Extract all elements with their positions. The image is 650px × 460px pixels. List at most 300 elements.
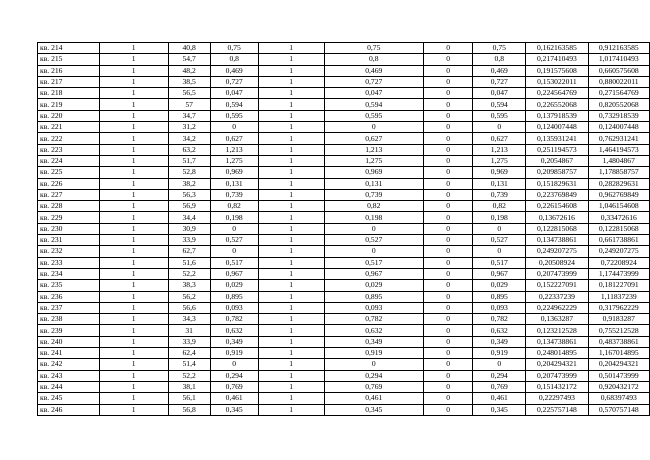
table-row [38,370,650,381]
table-cell: 0 [423,189,473,200]
table-cell: 0,249207275 [526,246,588,257]
table-cell: 52,2 [168,268,210,279]
table-cell: 0 [210,122,258,133]
table-cell: 34,4 [168,212,210,223]
table-row [38,246,650,257]
table-cell: 0,967 [473,268,526,279]
table-cell: 0 [423,223,473,234]
table-cell: 1 [258,291,324,302]
table-cell: 0,501473999 [588,370,649,381]
table-cell: 1,167014895 [588,348,649,359]
table-cell: 40,8 [168,43,210,54]
table-cell: 1 [99,178,168,189]
apartment-label-cell: кв. 240 [38,336,100,347]
table-cell: 1,213 [210,144,258,155]
table-cell: 0,198 [324,212,423,223]
table-row [38,155,650,166]
table-cell: 1 [258,268,324,279]
table-cell: 0,75 [210,43,258,54]
table-cell: 1 [99,133,168,144]
table-cell: 0,75 [324,43,423,54]
apartment-label-cell: кв. 242 [38,359,100,370]
table-cell: 0,124007448 [588,122,649,133]
apartment-label-cell: кв. 230 [38,223,100,234]
table-cell: 0 [210,246,258,257]
table-cell: 1 [99,381,168,392]
table-cell: 1 [99,336,168,347]
table-row [38,201,650,212]
table-cell: 56,9 [168,201,210,212]
table-cell: 0,75 [473,43,526,54]
table-cell: 1 [258,314,324,325]
table-cell: 0 [423,110,473,121]
table-cell: 0,632 [324,325,423,336]
table-cell: 0 [423,201,473,212]
table-cell: 0,595 [324,110,423,121]
table-cell: 0,820552068 [588,99,649,110]
apartment-label-cell: кв. 226 [38,178,100,189]
table-row [38,359,650,370]
table-cell: 1 [99,257,168,268]
table-cell: 0,72208924 [588,257,649,268]
table-cell: 1 [99,223,168,234]
table-cell: 0,33472616 [588,212,649,223]
table-cell: 0,967 [210,268,258,279]
table-cell: 0,131 [473,178,526,189]
table-cell: 56,6 [168,302,210,313]
table-cell: 0,198 [210,212,258,223]
table-cell: 0,469 [324,65,423,76]
table-cell: 0 [423,65,473,76]
apartment-label-cell: кв. 238 [38,314,100,325]
table-row [38,88,650,99]
table-cell: 0,181227091 [588,280,649,291]
table-cell: 0,223769849 [526,189,588,200]
table-row [38,144,650,155]
table-row [38,43,650,54]
apartment-label-cell: кв. 223 [38,144,100,155]
table-cell: 0 [423,155,473,166]
table-cell: 1 [99,404,168,415]
table-cell: 0,517 [324,257,423,268]
table-cell: 34,7 [168,110,210,121]
table-cell: 0,570757148 [588,404,649,415]
table-cell: 0 [210,359,258,370]
table-cell: 0,727 [324,76,423,87]
table-cell: 0,249207275 [588,246,649,257]
table-cell: 0,029 [210,280,258,291]
table-cell: 0 [423,246,473,257]
table-cell: 1 [258,167,324,178]
table-cell: 0,134738861 [526,235,588,246]
table-cell: 0,207473999 [526,370,588,381]
table-cell: 0,345 [473,404,526,415]
table-cell: 1 [258,381,324,392]
table-cell: 38,2 [168,178,210,189]
table-cell: 0,739 [473,189,526,200]
table-row [38,189,650,200]
table-cell: 0,782 [210,314,258,325]
table-cell: 0,527 [210,235,258,246]
table-cell: 0,093 [324,302,423,313]
table-cell: 0,727 [473,76,526,87]
table-cell: 56,8 [168,404,210,415]
table-cell: 31,2 [168,122,210,133]
table-cell: 51,6 [168,257,210,268]
table-cell: 1 [258,212,324,223]
table-cell: 0,732918539 [588,110,649,121]
table-cell: 1 [258,201,324,212]
apartment-label-cell: кв. 231 [38,235,100,246]
table-cell: 1 [99,88,168,99]
table-cell: 0 [423,144,473,155]
table-cell: 1 [258,54,324,65]
table-cell: 1 [258,133,324,144]
table-cell: 0,191575608 [526,65,588,76]
table-cell: 0,124007448 [526,122,588,133]
table-cell: 0,895 [324,291,423,302]
table-cell: 0,226154608 [526,201,588,212]
table-cell: 1 [258,359,324,370]
table-cell: 1 [99,359,168,370]
table-cell: 0,461 [324,393,423,404]
table-cell: 0,8 [473,54,526,65]
table-cell: 0,82 [324,201,423,212]
table-cell: 1 [99,212,168,223]
table-cell: 1,213 [473,144,526,155]
table-cell: 0,769 [210,381,258,392]
table-cell: 0,1363287 [526,314,588,325]
table-cell: 0,627 [210,133,258,144]
table-cell: 0,226552068 [526,99,588,110]
table-cell: 51,7 [168,155,210,166]
table-cell: 1 [258,76,324,87]
table-cell: 0,029 [473,280,526,291]
table-cell: 0,224962229 [526,302,588,313]
table-cell: 1,4804867 [588,155,649,166]
table-cell: 34,2 [168,133,210,144]
table-cell: 0,920432172 [588,381,649,392]
table-cell: 0,151829631 [526,178,588,189]
apartment-label-cell: кв. 214 [38,43,100,54]
table-row [38,302,650,313]
apartment-label-cell: кв. 215 [38,54,100,65]
table-cell: 48,2 [168,65,210,76]
table-cell: 38,5 [168,76,210,87]
table-cell: 0,8 [324,54,423,65]
table-cell: 1 [258,336,324,347]
table-cell: 1 [99,314,168,325]
table-cell: 0 [423,325,473,336]
apartment-label-cell: кв. 233 [38,257,100,268]
table-cell: 0,739 [210,189,258,200]
table-cell: 1 [258,144,324,155]
apartment-label-cell: кв. 243 [38,370,100,381]
table-cell: 0 [423,178,473,189]
table-cell: 0 [423,336,473,347]
table-row [38,325,650,336]
table-cell: 56,1 [168,393,210,404]
apartment-label-cell: кв. 227 [38,189,100,200]
table-cell: 0,204294321 [588,359,649,370]
table-cell: 0 [423,133,473,144]
table-cell: 0,251194573 [526,144,588,155]
table-cell: 0,517 [210,257,258,268]
table-cell: 0,349 [473,336,526,347]
table-cell: 0,527 [473,235,526,246]
table-cell: 0,595 [210,110,258,121]
table-cell: 0,661738861 [588,235,649,246]
table-cell: 0 [423,280,473,291]
table-cell: 52,8 [168,167,210,178]
table-cell: 0,122815068 [588,223,649,234]
table-cell: 0,594 [324,99,423,110]
table-cell: 0,153022011 [526,76,588,87]
table-cell: 0,762931241 [588,133,649,144]
table-cell: 0,82 [473,201,526,212]
table-cell: 1 [258,325,324,336]
table-cell: 34,3 [168,314,210,325]
table-cell: 57 [168,99,210,110]
table-cell: 0,151432172 [526,381,588,392]
table-cell: 0,627 [473,133,526,144]
table-cell: 0,517 [473,257,526,268]
table-row [38,54,650,65]
table-cell: 0 [423,235,473,246]
apartment-label-cell: кв. 234 [38,268,100,279]
table-cell: 0,9183287 [588,314,649,325]
apartment-label-cell: кв. 221 [38,122,100,133]
table-cell: 1 [99,110,168,121]
table-cell: 0,461 [210,393,258,404]
table-row [38,268,650,279]
table-row [38,65,650,76]
table-row [38,257,650,268]
apartment-label-cell: кв. 225 [38,167,100,178]
table-cell: 0,135931241 [526,133,588,144]
apartment-label-cell: кв. 229 [38,212,100,223]
table-cell: 0,123212528 [526,325,588,336]
table-cell: 0,198 [473,212,526,223]
apartment-data-table [37,42,650,416]
table-cell: 0 [423,404,473,415]
table-cell: 1 [99,246,168,257]
table-cell: 0 [473,223,526,234]
table-cell: 38,1 [168,381,210,392]
table-cell: 1 [258,370,324,381]
table-cell: 33,9 [168,235,210,246]
table-cell: 1,464194573 [588,144,649,155]
table-cell: 0,294 [210,370,258,381]
table-cell: 1 [258,99,324,110]
table-cell: 0 [324,223,423,234]
table-cell: 0 [324,122,423,133]
table-cell: 0,248014895 [526,348,588,359]
table-row [38,133,650,144]
table-row [38,336,650,347]
table-cell: 0,093 [473,302,526,313]
table-cell: 0,469 [473,65,526,76]
table-row [38,76,650,87]
table-cell: 1 [99,65,168,76]
table-row [38,212,650,223]
table-cell: 1 [99,189,168,200]
table-cell: 0 [473,246,526,257]
table-cell: 1,275 [210,155,258,166]
table-cell: 1 [258,88,324,99]
table-cell: 0,82 [210,201,258,212]
apartment-label-cell: кв. 228 [38,201,100,212]
table-cell: 1 [258,257,324,268]
table-row [38,122,650,133]
table-cell: 0,919 [210,348,258,359]
table-row [38,314,650,325]
table-cell: 0,595 [473,110,526,121]
table-cell: 0 [423,381,473,392]
apartment-label-cell: кв. 224 [38,155,100,166]
table-cell: 30,9 [168,223,210,234]
apartment-label-cell: кв. 246 [38,404,100,415]
table-cell: 62,7 [168,246,210,257]
table-cell: 0,207473999 [526,268,588,279]
table-cell: 0,047 [210,88,258,99]
table-cell: 1 [258,302,324,313]
table-cell: 1 [99,144,168,155]
apartment-label-cell: кв. 222 [38,133,100,144]
table-cell: 0,769 [473,381,526,392]
table-cell: 1 [99,393,168,404]
table-cell: 0,349 [210,336,258,347]
table-cell: 1 [99,167,168,178]
table-cell: 0 [210,223,258,234]
table-cell: 0,271564769 [588,88,649,99]
table-cell: 0,632 [473,325,526,336]
table-row [38,167,650,178]
apartment-label-cell: кв. 245 [38,393,100,404]
apartment-label-cell: кв. 232 [38,246,100,257]
apartment-label-cell: кв. 241 [38,348,100,359]
table-cell: 1 [99,268,168,279]
table-cell: 52,2 [168,370,210,381]
table-cell: 0,349 [324,336,423,347]
table-cell: 0 [423,291,473,302]
table-cell: 1,213 [324,144,423,155]
table-cell: 62,4 [168,348,210,359]
table-cell: 0,093 [210,302,258,313]
table-cell: 0 [423,76,473,87]
table-cell: 0,8 [210,54,258,65]
table-cell: 0,22297493 [526,393,588,404]
table-cell: 0 [423,88,473,99]
table-cell: 1 [99,54,168,65]
table-cell: 0 [423,268,473,279]
document-page [37,42,650,416]
table-cell: 0 [423,167,473,178]
table-cell: 1,178858757 [588,167,649,178]
table-cell: 1 [99,302,168,313]
table-row [38,280,650,291]
table-row [38,223,650,234]
table-cell: 1,275 [473,155,526,166]
table-cell: 0 [423,359,473,370]
table-cell: 0,047 [324,88,423,99]
table-cell: 1 [99,348,168,359]
table-cell: 0,632 [210,325,258,336]
table-cell: 0 [473,359,526,370]
table-cell: 1 [258,246,324,257]
table-cell: 33,9 [168,336,210,347]
table-cell: 0,209858757 [526,167,588,178]
table-cell: 0,20508924 [526,257,588,268]
table-cell: 1 [99,99,168,110]
table-cell: 1 [258,65,324,76]
apartment-label-cell: кв. 239 [38,325,100,336]
table-cell: 0 [423,302,473,313]
table-cell: 0,627 [324,133,423,144]
table-cell: 0,969 [324,167,423,178]
table-row [38,110,650,121]
table-cell: 0,969 [210,167,258,178]
table-cell: 1 [258,178,324,189]
apartment-label-cell: кв. 217 [38,76,100,87]
table-cell: 54,7 [168,54,210,65]
table-cell: 0,224564769 [526,88,588,99]
table-row [38,99,650,110]
table-body [38,43,650,416]
table-cell: 0,727 [210,76,258,87]
table-cell: 1 [99,76,168,87]
table-cell: 0,461 [473,393,526,404]
table-cell: 0,282829631 [588,178,649,189]
table-cell: 1 [258,393,324,404]
table-cell: 38,3 [168,280,210,291]
table-cell: 0,68397493 [588,393,649,404]
table-cell: 1 [99,155,168,166]
table-cell: 31 [168,325,210,336]
table-cell: 0,527 [324,235,423,246]
table-cell: 0,483738861 [588,336,649,347]
table-cell: 1 [258,235,324,246]
table-cell: 0,895 [473,291,526,302]
table-row [38,291,650,302]
table-cell: 0 [423,54,473,65]
table-cell: 63,2 [168,144,210,155]
table-cell: 0 [324,359,423,370]
table-cell: 0,594 [473,99,526,110]
apartment-label-cell: кв. 220 [38,110,100,121]
table-cell: 1 [258,155,324,166]
table-cell: 1 [99,370,168,381]
table-cell: 56,5 [168,88,210,99]
table-cell: 0,594 [210,99,258,110]
table-cell: 56,3 [168,189,210,200]
table-cell: 1 [99,291,168,302]
table-cell: 0,2054867 [526,155,588,166]
table-cell: 0 [423,314,473,325]
table-row [38,393,650,404]
table-cell: 0,162163585 [526,43,588,54]
table-cell: 1 [258,122,324,133]
table-cell: 0,782 [324,314,423,325]
table-cell: 0,047 [473,88,526,99]
table-cell: 0 [324,246,423,257]
table-row [38,348,650,359]
table-cell: 0,962769849 [588,189,649,200]
table-cell: 1 [258,189,324,200]
table-cell: 0 [423,212,473,223]
apartment-label-cell: кв. 244 [38,381,100,392]
table-cell: 0,967 [324,268,423,279]
